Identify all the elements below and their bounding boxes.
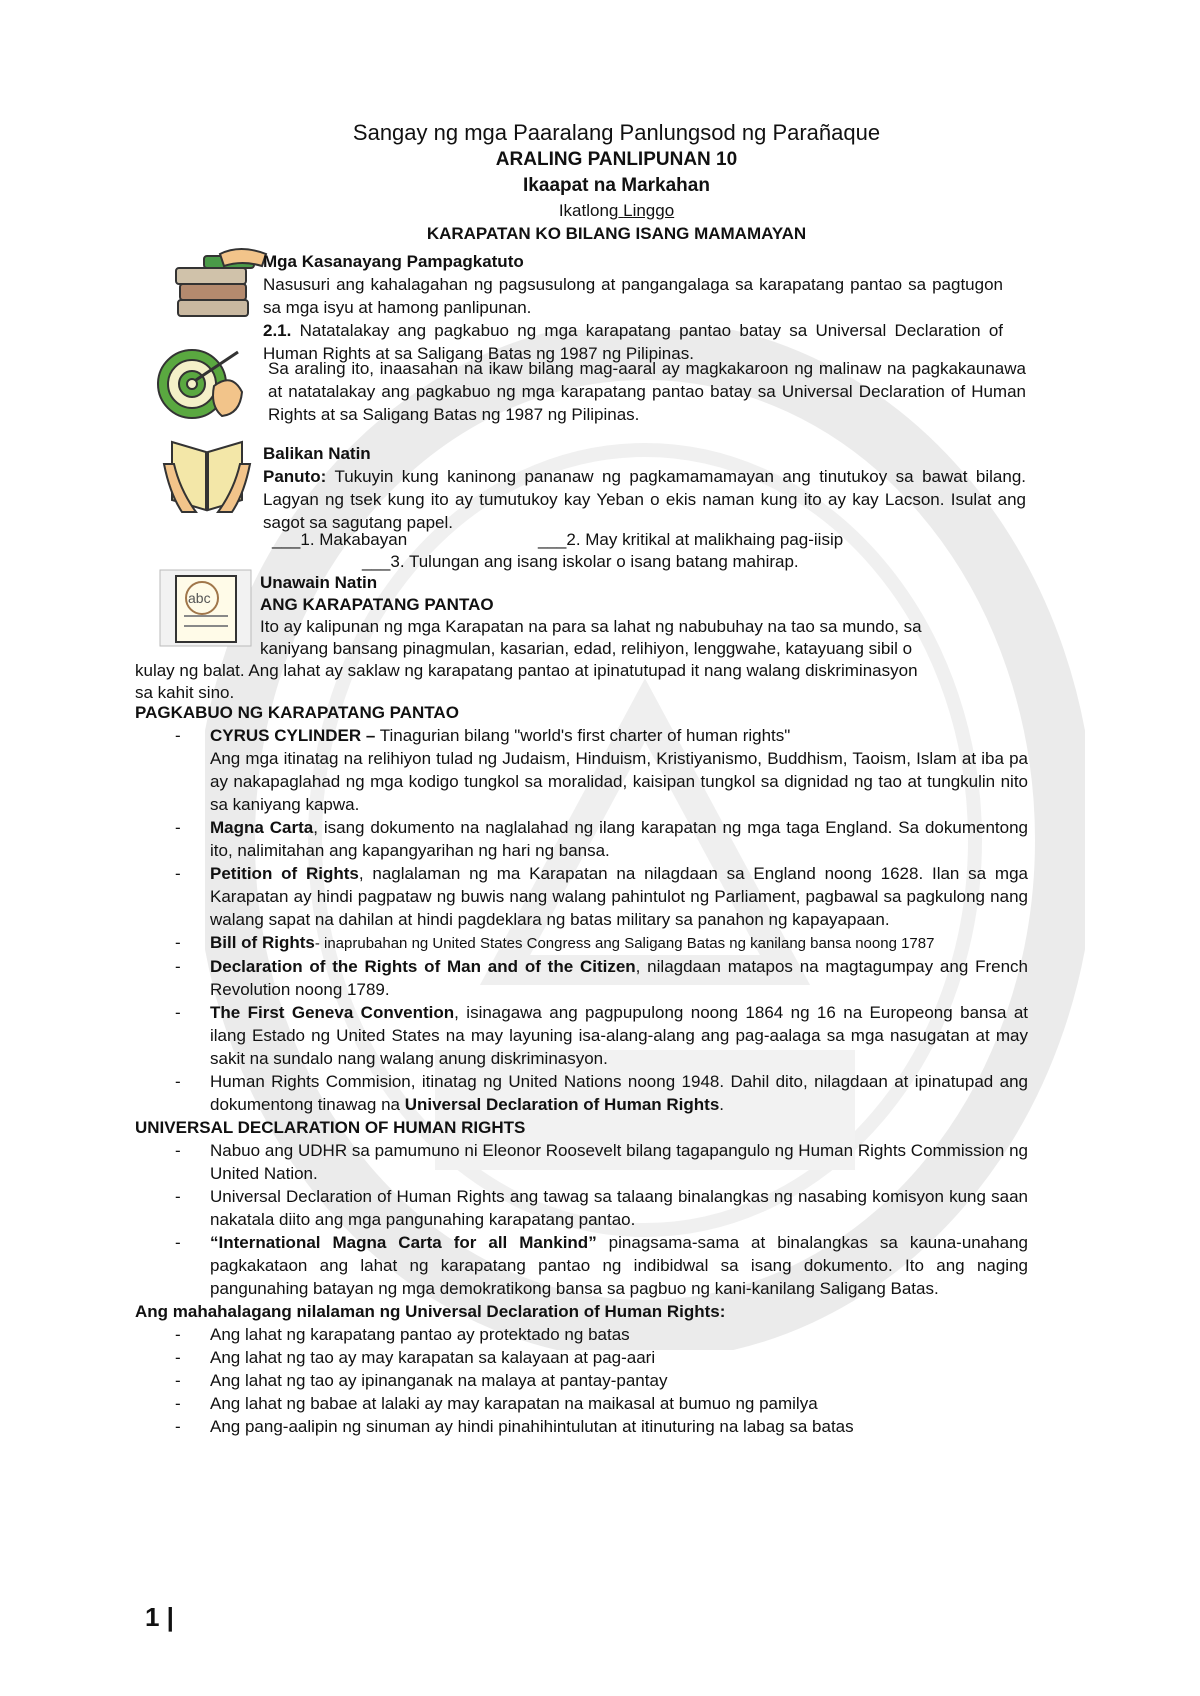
svg-text:abc: abc [188,590,211,606]
list-item: - Bill of Rights- inaprubahan ng United States Congress ang Saligang Batas ng kanilang bansa noong 1787 [135,931,1028,955]
kasanayan-text: Nasusuri ang kahalagahan ng pagsusulong at pangangalaga sa karapatang pantao sa pagtugon sa mga isyu at hamong panlipunan. [263,275,1003,317]
main-content [135,701,1028,1438]
kasanayan-code-line: 2.1. Natatalakay ang pagkabuo ng mga karapatang pantao batay sa Universal Declaration of Human Rights at sa Saligang Batas ng 1987 ng Pilipinas. [263,321,1003,363]
definition-line-3: kulay ng balat. Ang lahat ay saklaw ng karapatang pantao at ipinatutupad it nang walang diskriminasyon [135,661,918,680]
list-item: - Ang lahat ng karapatang pantao ay protektado ng batas [135,1323,1028,1346]
list-item: - Ang pang-aalipin ng sinuman ay hindi pinahihintulutan at itinuturing na labag sa batas [135,1415,1028,1438]
quarter-title: Ikaapat na Markahan [523,175,710,196]
books-icon [170,244,270,324]
definition-line-2: kaniyang bansang pinagmulan, kasarian, edad, relihiyon, lenggwahe, katayuang sibil o [260,639,913,658]
target-icon [152,342,247,422]
list-item: - The First Geneva Convention, isinagawa ang pagpupulong noong 1864 ng 16 na Europeong bansa at ilang Estado ng United States na may layuning isa-alang-alang ang pag-aalaga sa mga nasugatan at may sakit na sundalo nang walang anung diskriminasyon. [135,1001,1028,1070]
week-label: Ikatlong Linggo [558,201,675,220]
balikan-section [263,442,1026,534]
pagkabuo-heading: PAGKABUO NG KARAPATANG PANTAO [135,703,459,722]
kasanayan-heading: Mga Kasanayang Pampagkatuto [263,252,524,271]
list-item: - Magna Carta, isang dokumento na naglalahad ng ilang karapatan ng mga taga England. Sa dokumentong ito, nalimitahan ang kapangyarihan ng hari ng bansa. [135,816,1028,862]
subject-title: ARALING PANLIPUNAN 10 [495,149,738,170]
unawain-heading: Unawain Natin [260,573,378,592]
kasanayan-section [263,250,1003,365]
nilalaman-heading: Ang mahahalagang nilalaman ng Universal Declaration of Human Rights: [135,1302,726,1321]
division-name: Sangay ng mga Paaralang Panlungsod ng Parañaque [352,120,881,145]
list-item: - Declaration of the Rights of Man and of the Citizen, nilagdaan matapos na magtagumpay ang French Revolution noong 1789. [135,955,1028,1001]
question-item-1: ___1. Makabayan [272,530,408,549]
udhr-heading: UNIVERSAL DECLARATION OF HUMAN RIGHTS [135,1118,526,1137]
question-item-3: ___3. Tulungan ang isang iskolar o isang batang mahirap. [362,552,799,571]
list-item: - “International Magna Carta for all Mankind” pinagsama-sama at binalangkas sa kauna-unahang pagkakataon ang lahat ng karapatang pantao ng indibidwal sa isang dokumento. Ito ang naging pangunahing batayan ng mga demokratikong bansa sa pagbuo ng kani-kanilang Saligang Batas. [135,1231,1028,1300]
definition-line-4: sa kahit sino. [135,683,235,702]
udhr-list [135,1139,1028,1300]
abc-paper-icon [158,568,253,648]
pagkabuo-list [135,724,1028,1116]
list-item: - Ang lahat ng babae at lalaki ay may karapatan na maikasal at bumuo ng pamilya [135,1392,1028,1415]
open-book-icon [162,434,252,516]
list-item: - Universal Declaration of Human Rights ang tawag sa talaang binalangkas ng nasabing komisyon kung saan nakatala diito ang mga pangunahing karapatang pantao. [135,1185,1028,1231]
objective-paragraph: Sa araling ito, inaasahan na ikaw bilang mag-aaral ay magkakaroon ng malinaw na pagkakaunawa at natatalakay ang pagkabuo ng mga karapatang pantao batay sa Universal Declaration of Human Rights at sa Saligang Batas ng 1987 ng Pilipinas. [268,359,1026,424]
karapatang-pantao-heading: ANG KARAPATANG PANTAO [260,595,494,614]
page-number: 1 | [145,1602,174,1632]
week-underlined: Linggo [623,201,675,220]
definition-line-1: Ito ay kalipunan ng mga Karapatan na para sa lahat ng nabubuhay na tao sa mundo, sa [260,617,922,636]
list-item: - Human Rights Commision, itinatag ng United Nations noong 1948. Dahil dito, nilagdaan at ipinatupad ang dokumentong tinawag na Universal Declaration of Human Rights. [135,1070,1028,1116]
nilalaman-list [135,1323,1028,1438]
list-item: - Nabuo ang UDHR sa pamumuno ni Eleonor Roosevelt bilang tagapangulo ng Human Rights Commission ng United Nation. [135,1139,1028,1185]
balikan-heading: Balikan Natin [263,444,371,463]
question-item-2: ___2. May kritikal at malikhaing pag-iisip [538,530,844,549]
panuto-paragraph: Panuto: Tukuyin kung kaninong pananaw ng pagkamamamayan ang tinutukoy sa bawat bilang. Lagyan ng tsek kung ito ay tumutukoy kay Yeban o ekis naman kung ito ay kay Lacson. Isulat ang sagot sa sagutang papel. [263,467,1026,532]
list-item: - Ang lahat ng tao ay may karapatan sa kalayaan at pag-aari [135,1346,1028,1369]
list-item: - CYRUS CYLINDER – Tinagurian bilang "world's first charter of human rights" Ang mga itinatag na relihiyon tulad ng Judaism, Hinduism, Kristiyanismo, Buddhism, Taoism, Islam at iba pa ay nakapaglahad ng mga kodigo tungkol sa moralidad, kaisipan tungkol sa dignidad ng tao at tungkulin nito sa kaniyang kapwa. [135,724,1028,816]
list-item: - Ang lahat ng tao ay ipinanganak na malaya at pantay-pantay [135,1369,1028,1392]
lesson-title: KARAPATAN KO BILANG ISANG MAMAMAYAN [426,224,807,243]
list-item: - Petition of Rights, naglalaman ng ma Karapatan na nilagdaan sa England noong 1628. Ilan sa mga Karapatan ay hindi pagpataw ng buwis nang walang pahintulot ng Parliament, pagbawal sa pagkulong nang walang sapat na dahilan at hindi pagdeklara ng batas military sa panahon ng kapayapaan. [135,862,1028,931]
